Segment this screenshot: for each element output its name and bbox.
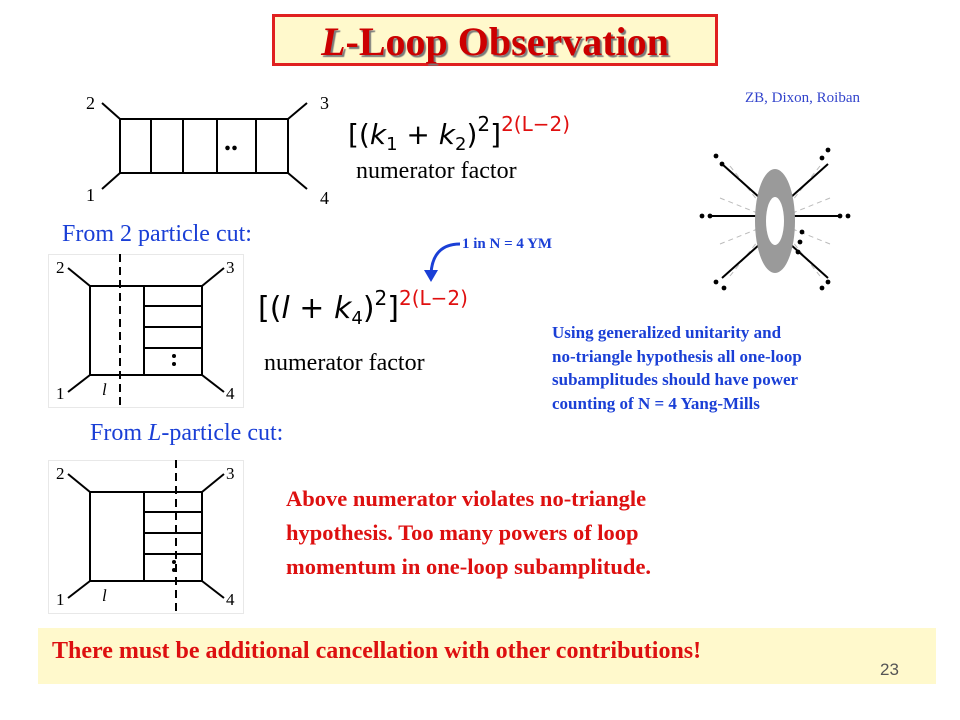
formula-mid-l: l <box>281 291 290 326</box>
title-prefix: L <box>321 19 346 64</box>
note-1-in-n4: 1 in N = 4 YM <box>462 236 553 252</box>
formula-k1-sub: 1 <box>386 134 398 155</box>
formula-k1: k <box>369 118 387 151</box>
formula-close: ) <box>466 118 478 151</box>
mid-diag-label-2: 2 <box>56 258 65 277</box>
title-suffix: -Loop Observation <box>345 19 669 64</box>
formula-k2-sub: 2 <box>455 134 467 155</box>
unitarity-paragraph <box>552 321 802 415</box>
formula-mid-square: 2 <box>374 286 388 310</box>
bot-diag-label-2: 2 <box>56 464 65 483</box>
two-particle-cut-diagram <box>48 254 244 408</box>
one-loop-blob-diagram <box>690 136 860 306</box>
from-L-prefix: From <box>90 420 149 446</box>
formula-k2: k <box>438 118 456 151</box>
unitarity-line-2: no-triangle hypothesis all one-loop <box>552 346 802 366</box>
leg-label-1: 1 <box>86 185 95 205</box>
formula-square: 2 <box>477 112 491 136</box>
bottom-banner-text: There must be additional cancellation with other contributions! <box>52 638 702 664</box>
formula-mid-exponent: 2(L−2) <box>398 286 468 310</box>
unitarity-line-1: Using generalized unitarity and <box>552 323 782 342</box>
leg-label-2: 2 <box>86 93 95 113</box>
formula-plus: + <box>397 118 439 151</box>
formula-close2: ] <box>490 118 502 151</box>
formula-mid-close: ) <box>362 291 375 326</box>
mid-diag-label-3: 3 <box>226 258 235 277</box>
authors: ZB, Dixon, Roiban <box>745 90 860 106</box>
slide-title <box>272 18 718 65</box>
L-particle-cut-diagram <box>48 460 244 614</box>
leg-label-4: 4 <box>320 188 329 208</box>
formula-exponent: 2(L−2) <box>501 112 571 136</box>
formula-open: [( <box>348 118 370 151</box>
unitarity-line-3: subamplitudes should have power <box>552 370 799 389</box>
from-L-italic: L <box>148 420 162 446</box>
top-ladder-diagram <box>80 90 340 205</box>
bot-diag-label-4: 4 <box>226 590 235 609</box>
formula-mid <box>258 286 468 329</box>
violation-line-3: momentum in one-loop subamplitude. <box>286 554 652 579</box>
bot-diag-label-1: 1 <box>56 590 65 609</box>
leg-label-3: 3 <box>320 93 329 113</box>
bot-diag-label-3: 3 <box>226 464 235 483</box>
violation-line-1: Above numerator violates no-triangle <box>286 486 647 511</box>
formula-mid-k-sub: 4 <box>351 308 363 329</box>
unitarity-line-4: counting of N = 4 Yang-Mills <box>552 393 760 413</box>
from-2-particle-cut: From 2 particle cut: <box>62 221 252 247</box>
mid-diag-label-l: l <box>102 380 107 399</box>
numerator-factor-label-2: numerator factor <box>264 350 425 376</box>
formula-mid-close2: ] <box>387 291 399 326</box>
violation-paragraph <box>286 482 651 584</box>
bot-diag-label-l: l <box>102 586 107 605</box>
formula-mid-plus: + <box>289 291 334 326</box>
from-L-suffix: -particle cut: <box>161 420 284 446</box>
violation-line-2: hypothesis. Too many powers of loop <box>286 520 639 545</box>
page-number: 23 <box>880 660 899 679</box>
formula-mid-open: [( <box>258 291 282 326</box>
formula-top <box>348 112 570 155</box>
formula-mid-k: k <box>333 291 352 326</box>
numerator-factor-label-1: numerator factor <box>356 158 517 184</box>
mid-diag-label-1: 1 <box>56 384 65 403</box>
from-L-particle-cut <box>90 420 283 447</box>
mid-diag-label-4: 4 <box>226 384 235 403</box>
ladder-dots: .. <box>224 126 238 157</box>
